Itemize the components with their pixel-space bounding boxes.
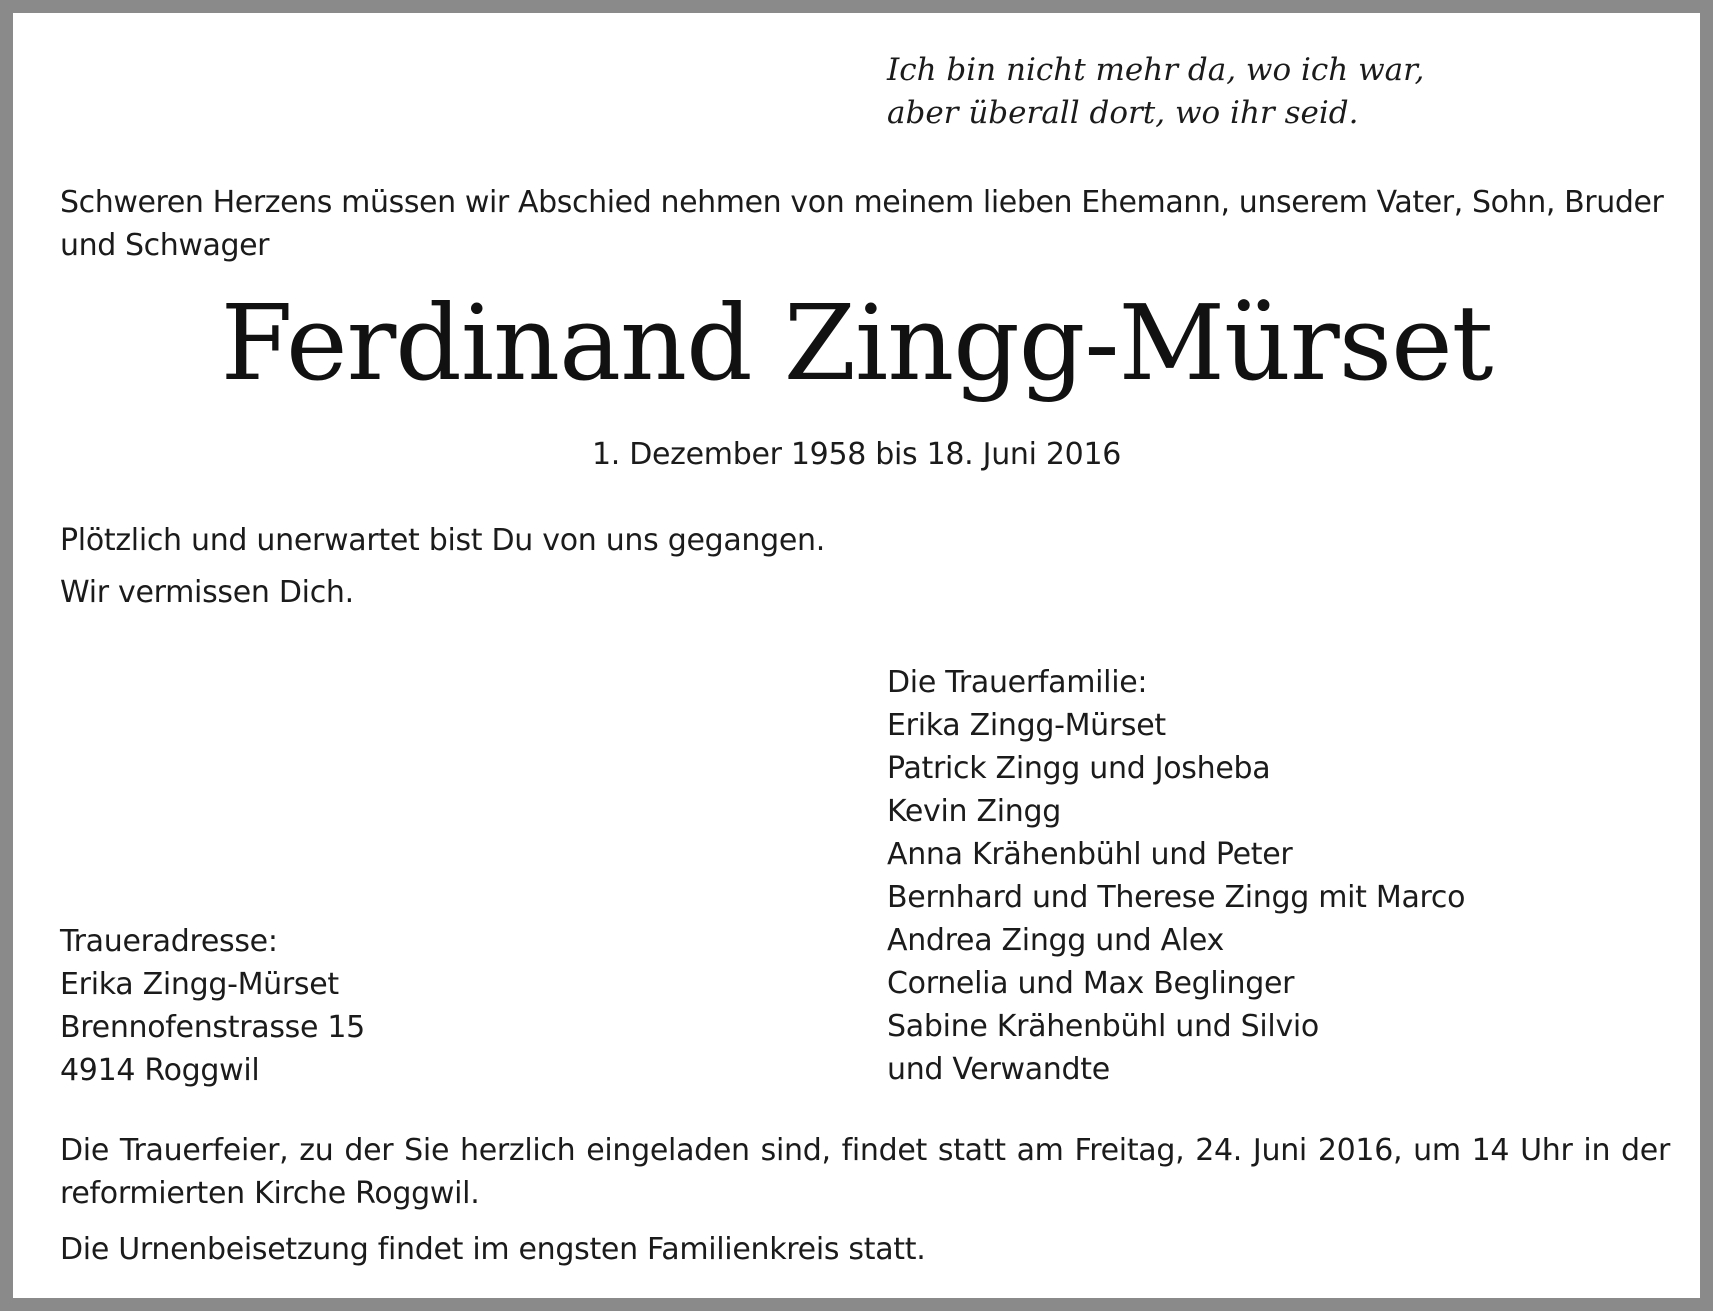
intro-text: Schweren Herzens müssen wir Abschied nehmen von meinem lieben Ehemann, unserem Vater, Sohn, Bruder und Schwager — [60, 185, 1664, 263]
obituary-notice — [13, 13, 1700, 1298]
burial-info: Die Urnenbeisetzung findet im engsten Familienkreis statt. — [60, 1232, 926, 1267]
ceremony-info: Die Trauerfeier, zu der Sie herzlich eingeladen sind, findet statt am Freitag, 24. Juni 2016, um 14 Uhr in der reformierten Kirche Roggwil. — [60, 1133, 1670, 1211]
family-member: Erika Zingg-Mürset — [887, 708, 1166, 743]
family-member: und Verwandte — [887, 1052, 1110, 1087]
family-member: Sabine Krähenbühl und Silvio — [887, 1009, 1319, 1044]
motto-quote — [887, 49, 1424, 135]
mourning-family — [887, 661, 1465, 1091]
deceased-name: Ferdinand Zingg-Mürset — [220, 282, 1493, 404]
motto-line-1: Ich bin nicht mehr da, wo ich war, — [887, 52, 1425, 88]
motto-line-2: aber überall dort, wo ihr seid. — [887, 95, 1359, 131]
message-line-2: Wir vermissen Dich. — [60, 575, 354, 610]
family-heading: Die Trauerfamilie: — [887, 665, 1148, 700]
family-member: Kevin Zingg — [887, 794, 1061, 829]
family-member: Cornelia und Max Beglinger — [887, 966, 1295, 1001]
family-member: Bernhard und Therese Zingg mit Marco — [887, 880, 1466, 915]
address-heading: Traueradresse: — [60, 924, 278, 959]
address-street: Brennofenstrasse 15 — [60, 1010, 365, 1045]
mourning-address — [60, 920, 365, 1092]
life-dates: 1. Dezember 1958 bis 18. Juni 2016 — [591, 437, 1122, 472]
message-line-1: Plötzlich und unerwartet bist Du von uns gegangen. — [60, 523, 826, 558]
address-city: 4914 Roggwil — [60, 1053, 260, 1088]
family-member: Andrea Zingg und Alex — [887, 923, 1225, 958]
family-member: Patrick Zingg und Josheba — [887, 751, 1271, 786]
family-member: Anna Krähenbühl und Peter — [887, 837, 1293, 872]
address-name: Erika Zingg-Mürset — [60, 967, 339, 1002]
